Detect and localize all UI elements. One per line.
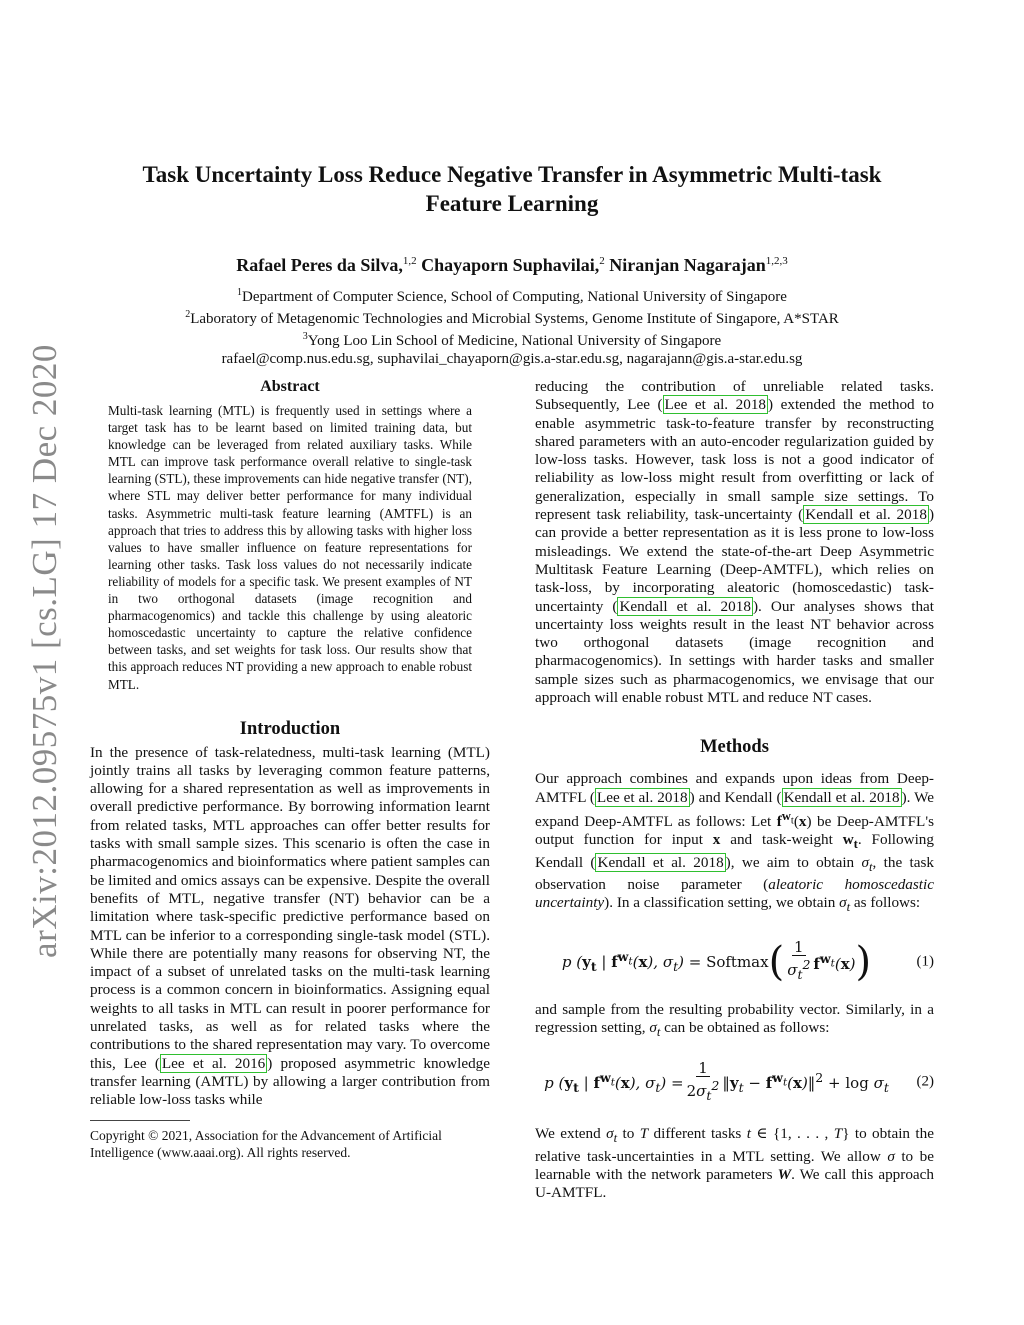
citation-link[interactable]: Lee et al. 2018 — [596, 788, 688, 806]
introduction-text: In the presence of task-relatedness, multi-task learning (MTL) jointly trains all tasks by leveraging common feature patterns, allowing for a shared representation as well as improvements in overall predictive performance. By borrowing information learnt from related tasks, MTL approaches can offer better results for tasks with small sample sizes. This scenario is often the case in pharmacogenomics and bioinformatics where patient samples can be limited and omics assays can be expensive. Despite the overall benefits of MTL, negative transfer (NT) behavior can be a limitation where task-specific predictive performance based on MTL can be inferior to a corresponding single-task model (STL). While there are potentially many reasons for observing NT, the impact of a subset of unrelated tasks on the multi-task learning process is a common concern in bioinformatics. Assigning equal weights to all tasks in MTL can result in poorer performance for unrelated tasks, as well as for related tasks where the contributions to the shared representation may vary. To overcome this, Lee ( Lee et al. 2016 ) proposed asymmetric knowledge transfer learning (AMTL) by allowing a larger contribution from reliable low-loss tasks while — [90, 743, 490, 1109]
author-3: Niranjan Nagarajan — [609, 255, 766, 275]
footnote-rule — [90, 1120, 190, 1121]
author-emails: rafael@comp.nus.edu.sg, suphavilai_chayaporn@gis.a-star.edu.sg, nagarajann@gis.a-star.edu.sg — [221, 351, 803, 367]
author-list — [100, 255, 924, 276]
author-2: Chayaporn Suphavilai, — [421, 255, 600, 275]
equation-1: p ($y_t$ | $f^{w_t}(x)$, $\sigma_t$) = Softmax ( $\frac{1}{\sigma_t^2}$ $f^{w_t}(x)$ ) (1) — [561, 938, 934, 985]
methods-text-1: Our approach combines and expands upon ideas from Deep-AMTFL ( Lee et al. 2018 ) and Kendall ( Kendall et al. 2018 ). We expand Deep-AMTFL as follows: Let $f^{w_t}(x)$ be Deep-AMTFL's output function for input x and task-weight $w_t$. Following Kendall ( Kendall et al. 2018 ), we aim to obtain $\sigma_t$, the task observation noise parameter (aleatoric homoscedastic uncertainty). In a classification setting, we obtain $\sigma_t$ as follows: — [535, 770, 934, 915]
left-column — [90, 378, 490, 1161]
title-line-1: Task Uncertainty Loss Reduce Negative Transfer in Asymmetric Multi-task — [142, 162, 882, 187]
copyright-text: Copyright © 2021, Association for the Advancement of Artificial Intelligence (www.aaai.org). All rights reserved. — [90, 1127, 442, 1160]
copyright-block — [90, 1120, 490, 1161]
paper-title — [100, 160, 924, 218]
citation-link[interactable]: Lee et al. 2018 — [664, 396, 767, 414]
citation-link[interactable]: Kendall et al. 2018 — [805, 506, 927, 524]
methods-title: Methods — [700, 737, 769, 758]
equation-2-number: (2) — [916, 1073, 934, 1090]
equation-1-number: (1) — [916, 953, 934, 970]
equation-2: p ($y_t$ | $f^{w_t}(x)$, $\sigma_t$) = $\frac{1}{2\sigma_t^2}$ $‖y_t$ − $f^{w_t}(x)‖^2 + \log \sigma_t$ (2) — [544, 1058, 934, 1103]
author-1: Rafael Peres da Silva, — [236, 255, 403, 275]
introduction-title: Introduction — [239, 718, 341, 739]
citation-link[interactable]: Kendall et al. 2018 — [783, 788, 900, 806]
citation-link[interactable]: Kendall et al. 2018 — [619, 597, 751, 615]
affiliation-3: $^3$Yong Loo Lin School of Medicine, National University of Singapore — [302, 331, 722, 349]
author-1-sup: 1,2 — [402, 255, 417, 267]
intro-continued: reducing the contribution of unreliable related tasks. Subsequently, Lee ( Lee et al. 2018 ) extended the method to enable asymmetric task-to-feature transfer by reconstructing shared parameters with an auto-encoder regularization guided by low-loss tasks. However, task loss is not a good indicator of reliability as low-loss might result from overfitting or lack of generalization, especially in small sample size settings. To represent task reliability, task-uncertainty ( Kendall et al. 2018 ) can provide a better representation as it is less prone to low-loss misleadings. We extend the state-of-the-art Deep Asymmetric Multitask Feature Learning (Deep-AMTFL), which relies on task-loss, by incorporating aleatoric (homoscedastic) task-uncertainty ( Kendall et al. 2018 ). Our analyses shows that uncertainty loss weights result in the least NT behavior across two orthogonal datasets (image recognition and pharmacogenomics). In settings with harder tasks and smaller sample sizes such as pharmacogenomics, we envisage that our approach will enable robust MTL and reduce NT cases. — [535, 378, 934, 707]
affiliation-1: $^1$Department of Computer Science, School of Computing, National University of Singapore — [237, 287, 787, 305]
title-line-2: Feature Learning — [425, 191, 599, 216]
citation-link[interactable]: Kendall et al. 2018 — [597, 853, 724, 871]
arxiv-stamp-text: arXiv:2012.09575v1 [cs.LG] 17 Dec 2020 — [25, 344, 64, 958]
right-column — [535, 378, 934, 1202]
affiliation-2: $^2$Laboratory of Metagenomic Technologies and Microbial Systems, Genome Institute of Singapore, A*STAR — [185, 309, 839, 327]
abstract-title: Abstract — [260, 378, 320, 395]
arxiv-stamp — [24, 346, 66, 956]
citation-link[interactable]: Lee et al. 2016 — [161, 1054, 266, 1072]
methods-text-2: and sample from the resulting probability vector. Similarly, in a regression setting, $\sigma_t$ can be obtained as follows: — [535, 1000, 934, 1039]
author-3-sup: 1,2,3 — [765, 255, 788, 267]
author-2-sup: 2 — [599, 255, 605, 267]
abstract-text: Multi-task learning (MTL) is frequently used in settings where a target task has to be learnt based on limited training data, but knowledge can be leveraged from related auxiliary tasks. While MTL can improve task performance overall relative to single-task learning (STL), these improvements can hide negative transfer (NT), where STL may deliver better performance for many individual tasks. Asymmetric multi-task feature learning (AMTFL) is an approach that tries to address this by allowing tasks with higher loss values to have smaller influence on feature representations for learning other tasks. Task loss values do not necessarily indicate reliability of models for a specific task. We present examples of NT in two orthogonal datasets (image recognition and pharmacogenomics) and tackle this challenge by using aleatoric homoscedastic uncertainty to capture the relative confidence between tasks, and set weights for task loss. Our results show that this approach reduces NT providing a new approach to enable robust MTL. — [108, 403, 472, 692]
affiliations — [100, 284, 924, 368]
methods-text-3: We extend $\sigma_t$ to T different tasks t ∈ {1, . . . , T} to obtain the relative task-uncertainties in a MTL setting. We allow σ to be learnable with the network parameters W. We call this approach U-AMTFL. — [535, 1125, 934, 1202]
